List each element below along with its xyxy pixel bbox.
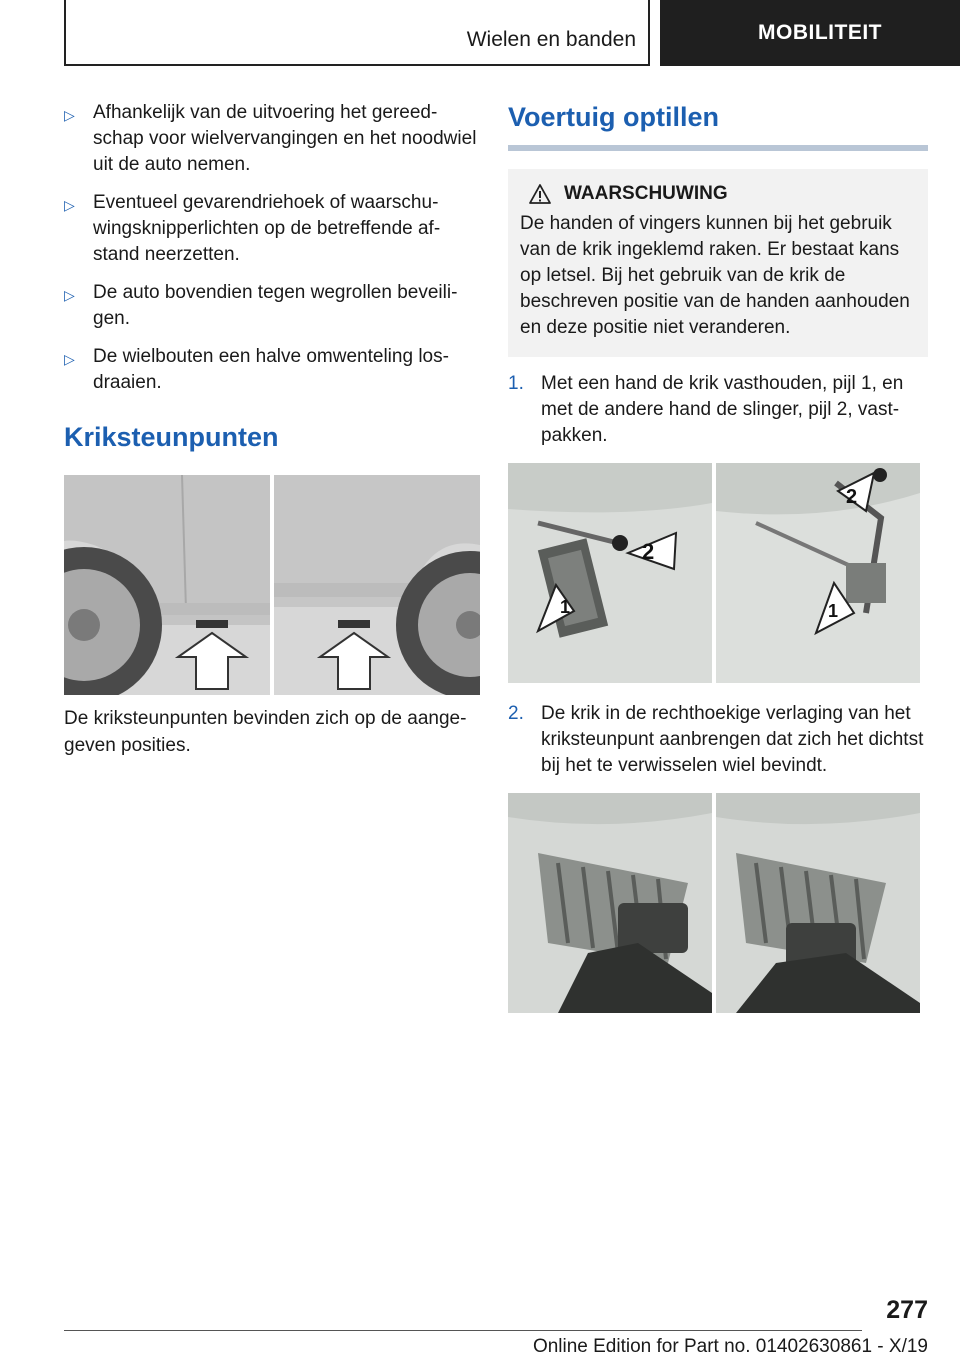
step-number: 1. [508,373,524,394]
header-rule-bottom [64,64,650,66]
jack-hold-image [508,463,712,683]
warning-text: De handen of vingers kunnen bij het gebruik van de krik ingeklemd raken. Er bestaat kans op letsel. Bij het gebruik van de krik de beschreven positie van de handen aanhouden en deze positie niet veranderen. [520,213,910,338]
step-number: 2. [508,703,524,724]
list-item [64,190,480,268]
section-heading-lift-vehicle: Voertuig optillen [508,102,928,151]
header-section-title: Wielen en banden [466,28,636,51]
jack-handling-figure [508,463,928,683]
arrow-label: 2 [846,486,858,508]
triangle-bullet-icon: ▷ [64,351,75,367]
triangle-bullet-icon: ▷ [64,197,75,213]
jack-seat-image-2 [716,793,920,1013]
header-chapter-label: MOBILITEIT [758,21,882,44]
arrow-label: 1 [828,601,839,621]
jack-crank-image [716,463,920,683]
jack-points-figure [64,475,480,695]
warning-title: WAARSCHUWING [564,183,728,204]
jack-placement-figure [508,793,928,1013]
step-text: De krik in de rechthoekige verlaging van het kriksteunpunt aanbrengen dat zich het dichtst bij het te verwisselen wiel bevindt. [541,703,924,776]
footer-rule [64,1330,862,1331]
header-rule-left [64,0,66,66]
arrow-label: 1 [560,597,571,617]
section-heading-jack-points: Kriksteunpunten [64,422,279,452]
right-column [508,100,928,1013]
list-item [64,344,480,396]
triangle-bullet-icon: ▷ [64,287,75,303]
step-text: Met een hand de krik vasthouden, pijl 1, en met de andere hand de slinger, pijl 2, vastpakken. [541,373,904,446]
step-item [508,371,928,449]
triangle-bullet-icon: ▷ [64,107,75,123]
list-item-text: De wielbouten een halve omwenteling losdraaien. [93,346,449,393]
footer-edition: Online Edition for Part no. 01402630861 - X/19 [532,1336,928,1357]
warning-box [508,169,928,357]
arrow-label: 2 [642,539,655,564]
header-chapter-tab[interactable] [660,0,960,66]
warning-triangle-icon [528,183,552,205]
list-item [64,100,480,178]
list-item-text: De auto bovendien tegen wegrollen beveiligen. [93,282,458,329]
page-number: 277 [886,1296,928,1324]
step-item [508,701,928,779]
list-item-text: Afhankelijk van de uitvoering het gereedschap voor wielvervangingen en het noodwiel uit de auto nemen. [93,102,477,175]
header-rule-divider [648,0,650,66]
car-front-jack-point-image [64,475,270,695]
jack-points-caption: De kriksteunpunten bevinden zich op de aangegeven posities. [64,708,467,756]
list-item [64,280,480,332]
warning-title-row [520,183,918,205]
jack-seat-image-1 [508,793,712,1013]
list-item-text: Eventueel gevarendriehoek of waarschuwingsknipperlichten op de betreffende afstand neerzetten. [93,192,441,265]
left-column [64,100,480,759]
car-rear-jack-point-image [274,475,480,695]
